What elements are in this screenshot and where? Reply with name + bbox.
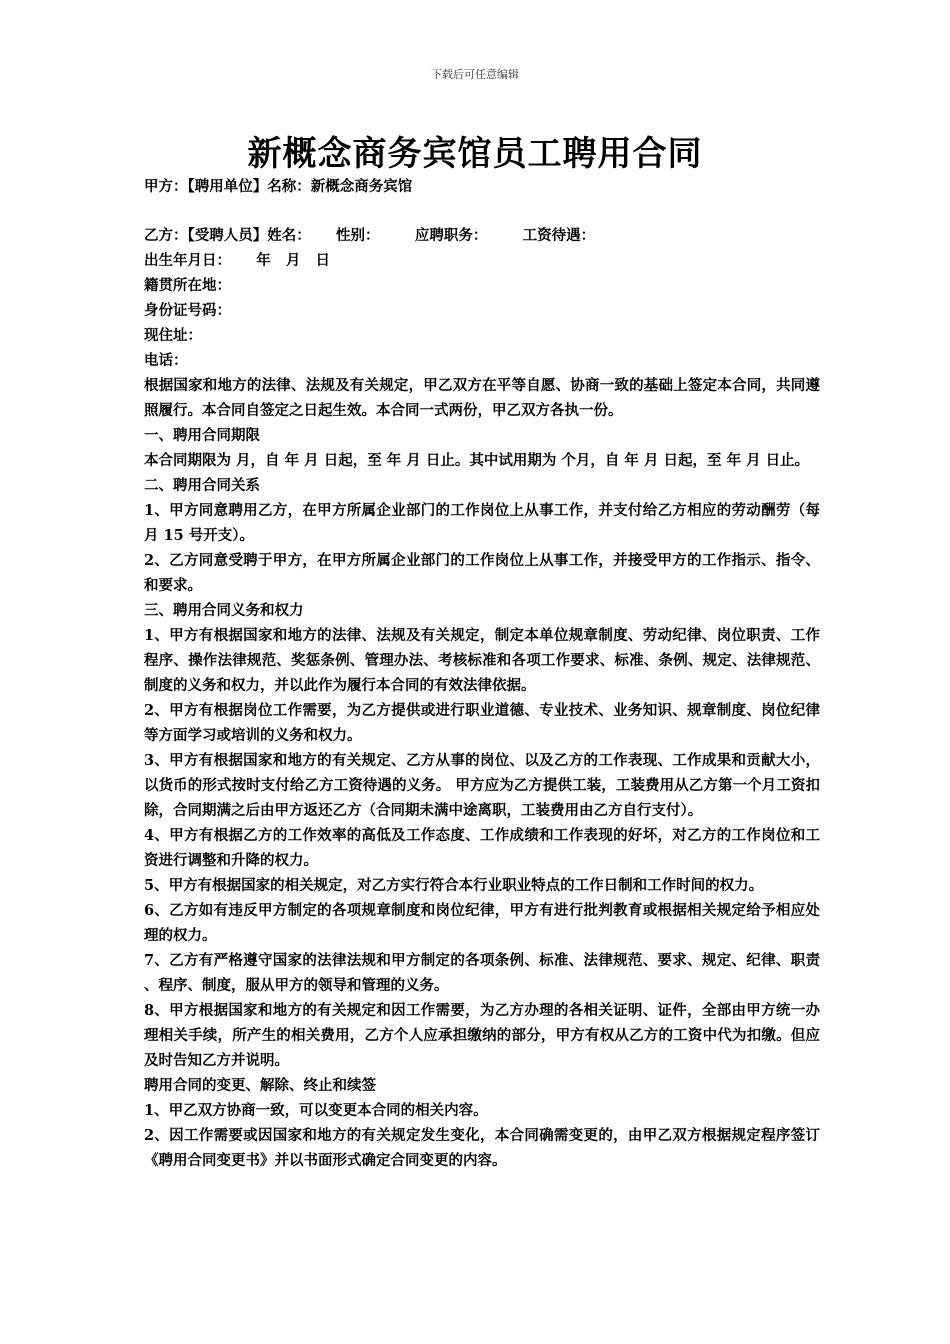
id-number-line: 身份证号码： (144, 302, 231, 319)
birth-date-line: 出生年月日： 年 月 日 (144, 252, 331, 269)
section-heading: 二、聘用合同关系 (144, 477, 260, 494)
clause-paragraph: 5、甲方有根据国家的相关规定，对乙方实行符合本行业职业特点的工作日制和工作时间的权力。 (144, 877, 764, 894)
section-heading: 一、聘用合同期限 (144, 427, 260, 444)
clause-paragraph: 3、甲方有根据国家和地方的有关规定、乙方从事的岗位、以及乙方的工作表现、工作成果和贡献大小，以货币的形式按时支付给乙方工资待遇的义务。 甲方应为乙方提供工装，工装费用从乙方第一个月工资扣除，合同期满之后由甲方返还乙方（合同期未满中途离职，工装费用由乙方自行支付）。 (144, 752, 820, 819)
clause-paragraph: 1、甲乙双方协商一致，可以变更本合同的相关内容。 (144, 1102, 488, 1119)
party-b-line: 乙方：【受聘人员】姓名： 性别： 应聘职务： 工资待遇： (144, 227, 596, 244)
section-heading: 聘用合同的变更、解除、终止和续签 (144, 1077, 376, 1094)
native-place-line: 籍贯所在地： (144, 277, 231, 294)
clause-paragraph: 2、因工作需要或因国家和地方的有关规定发生变化，本合同确需变更的，由甲乙双方根据规定程序签订《聘用合同变更书》并以书面形式确定合同变更的内容。 (144, 1127, 820, 1169)
document-title: 新概念商务宾馆员工聘用合同 (247, 134, 703, 174)
clause-paragraph: 7、乙方有严格遵守国家的法律法规和甲方制定的各项条例、标准、法律规范、要求、规定、纪律、职责、程序、制度，服从甲方的领导和管理的义务。 (144, 952, 820, 994)
address-line: 现住址： (144, 327, 202, 344)
contract-term-paragraph: 本合同期限为 月，自 年 月 日起，至 年 月 日止。其中试用期为 个月，自 年 月 日起，至 年 月 日止。 (144, 452, 810, 469)
clause-paragraph: 8、甲方根据国家和地方的有关规定和因工作需要，为乙方办理的各相关证明、证件，全部由甲方统一办理相关手续，所产生的相关费用，乙方个人应承担缴纳的部分，甲方有权从乙方的工资中代为扣缴。但应及时告知乙方并说明。 (144, 1002, 820, 1069)
intro-paragraph: 根据国家和地方的法律、法规及有关规定，甲乙双方在平等自愿、协商一致的基础上签定本合同，共同遵照履行。本合同自签定之日起生效。本合同一式两份，甲乙双方各执一份。 (144, 377, 820, 419)
header-note: 下载后可任意编辑 (431, 68, 519, 81)
clause-paragraph: 6、乙方如有违反甲方制定的各项规章制度和岗位纪律，甲方有进行批判教育或根据相关规定给予相应处理的权力。 (144, 902, 820, 944)
clause-paragraph: 4、甲方有根据乙方的工作效率的高低及工作态度、工作成绩和工作表现的好坏，对乙方的工作岗位和工资进行调整和升降的权力。 (144, 827, 820, 869)
contract-body (144, 174, 820, 1173)
party-a-line: 甲方：【聘用单位】名称：新概念商务宾馆 (144, 178, 413, 195)
clause-paragraph: 2、甲方有根据岗位工作需要，为乙方提供或进行职业道德、专业技术、业务知识、规章制度、岗位纪律等方面学习或培训的义务和权力。 (144, 702, 820, 744)
clause-paragraph: 1、甲方同意聘用乙方，在甲方所属企业部门的工作岗位上从事工作，并支付给乙方相应的劳动酬劳（每月 15 号开支）。 (144, 502, 820, 544)
clause-paragraph: 1、甲方有根据国家和地方的法律、法规及有关规定，制定本单位规章制度、劳动纪律、岗位职责、工作程序、操作法律规范、奖惩条例、管理办法、考核标准和各项工作要求、标准、条例、规定、法律规范、制度的义务和权力，并以此作为履行本合同的有效法律依据。 (144, 627, 820, 694)
phone-line: 电话： (144, 352, 188, 369)
spacer (144, 199, 820, 223)
section-heading: 三、聘用合同义务和权力 (144, 602, 304, 619)
clause-paragraph: 2、乙方同意受聘于甲方，在甲方所属企业部门的工作岗位上从事工作，并接受甲方的工作指示、指令、和要求。 (144, 552, 820, 594)
